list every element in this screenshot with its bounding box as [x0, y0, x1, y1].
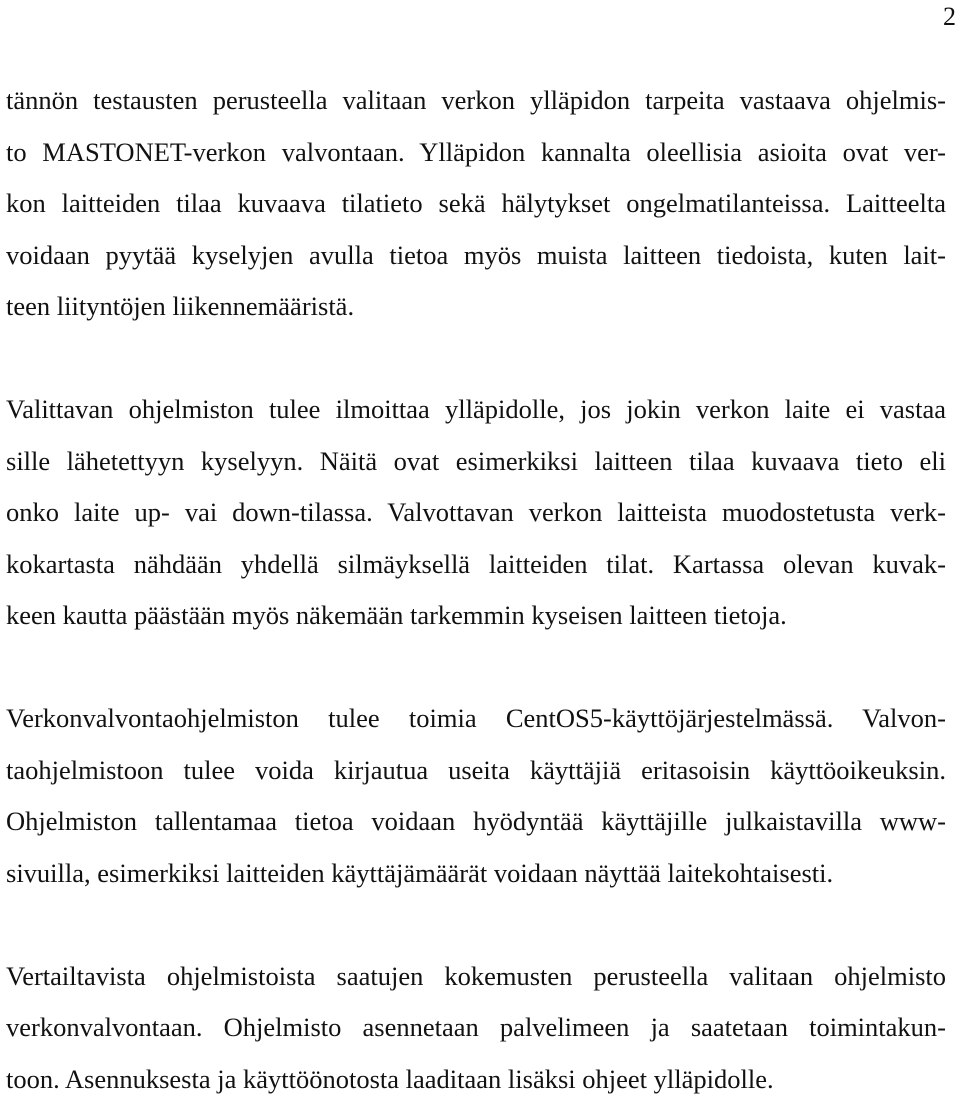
paragraph-gap — [6, 333, 946, 385]
text-line: toon. Asennuksesta ja käyttöönotosta laaditaan lisäksi ohjeet ylläpidolle. — [6, 1054, 946, 1105]
text-line: kokartasta nähdään yhdellä silmäyksellä laitteiden tilat. Kartassa olevan kuvak- — [6, 539, 946, 591]
text-line: voidaan pyytää kyselyjen avulla tietoa myös muista laitteen tiedoista, kuten lait- — [6, 230, 946, 282]
text-line: Verkonvalvontaohjelmiston tulee toimia CentOS5-käyttöjärjestelmässä. Valvon- — [6, 693, 946, 745]
text-line: taohjelmistoon tulee voida kirjautua useita käyttäjiä eritasoisin käyttöoikeuksin. — [6, 745, 946, 797]
text-line: Vertailtavista ohjelmistoista saatujen kokemusten perusteella valitaan ohjelmisto — [6, 951, 946, 1003]
text-line: kon laitteiden tilaa kuvaava tilatieto sekä hälytykset ongelmatilanteissa. Laitteelta — [6, 178, 946, 230]
text-line: Valittavan ohjelmiston tulee ilmoittaa ylläpidolle, jos jokin verkon laite ei vastaa — [6, 384, 946, 436]
paragraph — [6, 75, 946, 333]
text-line: keen kautta päästään myös näkemään tarkemmin kyseisen laitteen tietoja. — [6, 590, 946, 642]
text-line: onko laite up- vai down-tilassa. Valvottavan verkon laitteista muodostetusta verk- — [6, 487, 946, 539]
text-line: sille lähetettyyn kyselyyn. Näitä ovat esimerkiksi laitteen tilaa kuvaava tieto eli — [6, 436, 946, 488]
text-line: sivuilla, esimerkiksi laitteiden käyttäjämäärät voidaan näyttää laitekohtaisesti. — [6, 848, 946, 900]
paragraph-gap — [6, 899, 946, 951]
document-body — [6, 75, 946, 1105]
text-line: tännön testausten perusteella valitaan verkon ylläpidon tarpeita vastaava ohjelmis- — [6, 75, 946, 127]
text-line: Ohjelmiston tallentamaa tietoa voidaan hyödyntää käyttäjille julkaistavilla www- — [6, 796, 946, 848]
text-line: to MASTONET-verkon valvontaan. Ylläpidon kannalta oleellisia asioita ovat ver- — [6, 127, 946, 179]
text-line: teen liityntöjen liikennemääristä. — [6, 281, 946, 333]
paragraph — [6, 384, 946, 642]
paragraph — [6, 693, 946, 899]
page-number: 2 — [943, 2, 956, 32]
text-line: verkonvalvontaan. Ohjelmisto asennetaan palvelimeen ja saatetaan toimintakun- — [6, 1002, 946, 1054]
paragraph-gap — [6, 642, 946, 694]
paragraph — [6, 951, 946, 1105]
